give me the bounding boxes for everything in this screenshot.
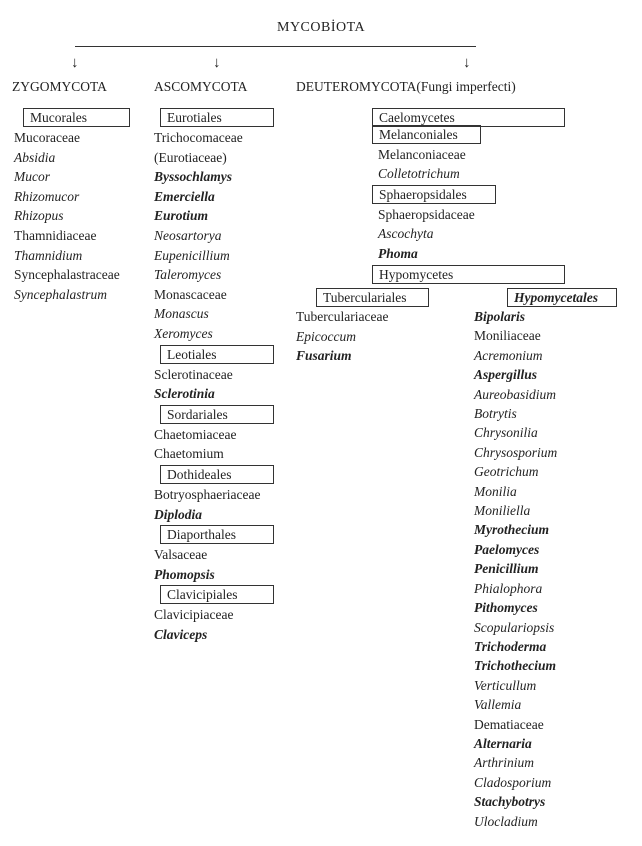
family-label: Mucoraceae: [14, 130, 80, 145]
family-label: Thamnidiaceae: [14, 227, 97, 243]
order-box-diaporthales: Diaporthales: [160, 525, 274, 544]
family-label: Sphaeropsidaceae: [378, 206, 475, 222]
family-label: Tuberculariaceae: [296, 309, 389, 324]
genus-label: Alternaria: [474, 735, 532, 751]
genus-label: Syncephalastrum: [14, 286, 107, 302]
genus-label: Epicoccum: [296, 328, 356, 344]
hypomycetales-header: [507, 287, 617, 308]
genus-label: Taleromyces: [154, 267, 222, 283]
order-box-tuberculariales: Tuberculariales: [316, 288, 429, 307]
hypomycetales-column: [474, 307, 557, 831]
genus-label: Phoma: [378, 245, 418, 261]
deuteromycota-column: [372, 107, 565, 285]
genus-label: Rhizopus: [14, 208, 64, 224]
genus-label: Aspergillus: [474, 367, 538, 383]
genus-label: Vallemia: [474, 697, 522, 713]
genus-label: Verticullum: [474, 677, 537, 693]
family-label: Valsaceae: [154, 547, 208, 563]
genus-label: Chaetomium: [154, 446, 224, 462]
phylum-ascomycota: ASCOMYCOTA: [154, 79, 248, 94]
genus-label: Sclerotinia: [154, 386, 215, 402]
family-label: Trichocomaceae: [154, 130, 243, 145]
genus-label: Colletotrichum: [378, 166, 460, 182]
arrow-down-icon: ↓: [71, 55, 79, 71]
genus-label: Fusarium: [296, 348, 352, 364]
genus-label: Trichoderma: [474, 638, 547, 654]
genus-label: Penicillium: [474, 561, 539, 577]
order-box-melanconiales: Melanconiales: [372, 125, 481, 144]
order-box-leotiales: Leotiales: [160, 345, 274, 364]
genus-label: Trichothecium: [474, 658, 557, 674]
genus-label: Diplodia: [154, 506, 203, 522]
order-box-eurotiales: Eurotiales: [160, 108, 274, 127]
order-box-hypomycetales: Hypomycetales: [507, 288, 617, 307]
genus-label: Rhizomucor: [14, 188, 80, 204]
family-label: Botryosphaeriaceae: [154, 486, 261, 502]
genus-label: Paelomyces: [474, 541, 540, 557]
genus-label: Claviceps: [154, 626, 208, 642]
family-label: Syncephalastraceae: [14, 267, 120, 283]
genus-label: Emerciella: [154, 188, 215, 204]
genus-label: Arthrinium: [474, 755, 535, 771]
genus-label: Ascochyta: [378, 226, 434, 242]
genus-label: Bipolaris: [474, 309, 526, 324]
genus-label: Thamnidium: [14, 247, 83, 263]
tuberculariales-header: [316, 287, 429, 308]
family-label: Moniliaceae: [474, 328, 541, 344]
genus-label: Monilia: [474, 483, 517, 499]
arrow-down-icon: ↓: [213, 55, 221, 71]
genus-label: Moniliella: [474, 503, 531, 519]
family-label: Sclerotinaceae: [154, 366, 233, 382]
phylum-zygomycota: ZYGOMYCOTA: [12, 79, 107, 94]
genus-label: Phialophora: [474, 580, 543, 596]
genus-label: Stachybotrys: [474, 794, 546, 810]
order-box-sordariales: Sordariales: [160, 405, 274, 424]
genus-label: Acremonium: [474, 347, 543, 363]
top-divider: [75, 46, 476, 47]
order-box-mucorales: Mucorales: [23, 108, 130, 127]
genus-label: Neosartorya: [154, 227, 222, 243]
order-box-dothideales: Dothideales: [160, 465, 274, 484]
order-box-sphaeropsidales: Sphaeropsidales: [372, 185, 496, 204]
genus-label: Scopulariopsis: [474, 619, 555, 635]
genus-label: Myrothecium: [474, 522, 550, 538]
genus-label: Mucor: [14, 169, 50, 185]
family-label: Monascaceae: [154, 286, 227, 302]
genus-label: Eurotium: [154, 208, 209, 224]
zygomycota-column: [14, 107, 130, 304]
family-label: Melanconiaceae: [378, 146, 466, 162]
genus-label: Chrysosporium: [474, 444, 558, 460]
genus-label: Geotrichum: [474, 464, 539, 480]
tuberculariales-column: [296, 307, 388, 366]
genus-label: Ulocladium: [474, 813, 538, 829]
genus-label: Botrytis: [474, 406, 517, 422]
genus-label: Eupenicillium: [154, 247, 230, 263]
genus-label: Cladosporium: [474, 774, 552, 790]
family-label: Dematiaceae: [474, 716, 544, 732]
class-box-caelomycetes: Caelomycetes: [372, 108, 565, 127]
class-box-hypomycetes: Hypomycetes: [372, 265, 565, 284]
arrow-down-icon: ↓: [463, 55, 471, 71]
family-label: (Eurotiaceae): [154, 149, 227, 165]
family-label: Chaetomiaceae: [154, 426, 237, 442]
genus-label: Absidia: [14, 149, 56, 165]
genus-label: Xeromyces: [154, 325, 213, 341]
genus-label: Aureobasidium: [474, 386, 556, 402]
phylum-deuteromycota: DEUTEROMYCOTA(Fungi imperfecti): [296, 79, 516, 94]
ascomycota-column: [154, 107, 274, 644]
genus-label: Monascus: [154, 306, 209, 322]
diagram-title: MYCOBİOTA: [277, 20, 366, 35]
genus-label: Phomopsis: [154, 566, 215, 582]
genus-label: Pithomyces: [474, 600, 538, 616]
order-box-clavicipiales: Clavicipiales: [160, 585, 274, 604]
genus-label: Byssochlamys: [154, 169, 233, 185]
family-label: Clavicipiaceae: [154, 607, 234, 623]
genus-label: Chrysonilia: [474, 425, 538, 441]
